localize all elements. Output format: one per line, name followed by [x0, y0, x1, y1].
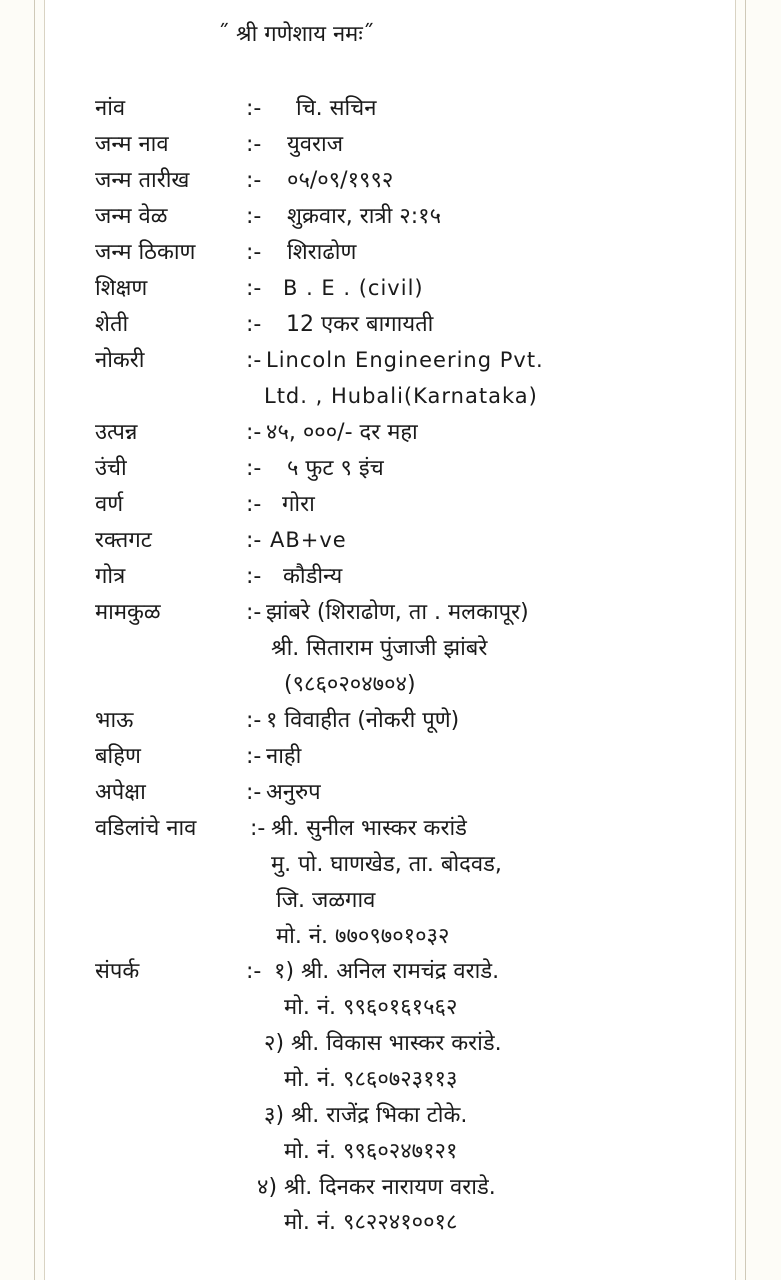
separator: :-	[246, 204, 262, 229]
separator: :-	[246, 276, 262, 301]
value-farming: 12 एकर बागायती	[286, 312, 434, 337]
separator: :-	[246, 959, 262, 984]
label-farming: शेती	[95, 312, 129, 337]
separator: :-	[246, 564, 262, 589]
value-brother: १ विवाहीत (नोकरी पूणे)	[266, 708, 460, 733]
value-gotra: कौडीन्य	[283, 564, 343, 589]
label-birth-date: जन्म तारीख	[95, 168, 190, 193]
value-sister: नाही	[266, 744, 302, 769]
label-brother: भाऊ	[95, 708, 134, 733]
value-education: B . E . (civil)	[283, 276, 424, 300]
separator: :-	[246, 312, 262, 337]
label-complexion: वर्ण	[95, 492, 124, 517]
label-father-name: वडिलांचे नाव	[95, 816, 197, 841]
separator: :-	[246, 348, 262, 373]
label-height: उंची	[95, 456, 127, 481]
separator: :-	[246, 132, 262, 157]
label-income: उत्पन्न	[95, 420, 138, 445]
value-father-address: मु. पो. घाणखेड, ता. बोदवड,	[271, 852, 502, 877]
separator: :-	[250, 816, 266, 841]
value-expectation: अनुरुप	[266, 780, 321, 805]
label-birth-name: जन्म नाव	[95, 132, 169, 157]
page-border-right-inner	[735, 0, 736, 1280]
value-complexion: गोरा	[282, 492, 315, 517]
label-education: शिक्षण	[95, 276, 148, 301]
value-maternal-phone: (९८६०२०४७०४)	[284, 672, 416, 697]
separator: :-	[246, 240, 262, 265]
separator: :-	[246, 492, 262, 517]
page-border-left-outer	[34, 0, 35, 1280]
page-title: ˝ श्री गणेशाय नमः˝	[218, 22, 374, 47]
value-father-district: जि. जळगाव	[276, 888, 376, 913]
separator: :-	[246, 456, 262, 481]
separator: :-	[246, 528, 262, 553]
value-height: ५ फुट ९ इंच	[287, 456, 384, 481]
value-father-name: श्री. सुनील भास्कर करांडे	[271, 816, 467, 841]
page-border-right-outer	[745, 0, 746, 1280]
contact-entry-phone: मो. नं. ९८२२४१००१८	[284, 1210, 458, 1235]
value-job-line1: Lincoln Engineering Pvt.	[266, 348, 544, 372]
separator: :-	[246, 420, 262, 445]
separator: :-	[246, 708, 262, 733]
separator: :-	[246, 744, 262, 769]
label-sister: बहिण	[95, 744, 141, 769]
value-job-line2: Ltd. , Hubali(Karnataka)	[264, 384, 538, 408]
contact-entry-name: ४) श्री. दिनकर नारायण वराडे.	[257, 1175, 496, 1200]
separator: :-	[246, 780, 262, 805]
value-blood-group: AB+ve	[270, 528, 347, 552]
label-job: नोकरी	[95, 348, 145, 373]
value-name: चि. सचिन	[296, 96, 377, 121]
contact-entry-name: १) श्री. अनिल रामचंद्र वराडे.	[274, 959, 500, 984]
label-name: नांव	[95, 96, 126, 121]
contact-entry-phone: मो. नं. ९८६०७२३११३	[284, 1067, 458, 1092]
separator: :-	[246, 96, 262, 121]
label-contact: संपर्क	[95, 959, 140, 984]
label-expectation: अपेक्षा	[95, 780, 146, 805]
label-maternal-family: मामकुळ	[95, 600, 161, 625]
value-birth-time: शुक्रवार, रात्री २:१५	[287, 204, 442, 229]
value-birth-name: युवराज	[287, 132, 344, 157]
value-maternal-uncle: श्री. सिताराम पुंजाजी झांबरे	[271, 636, 488, 661]
contact-entry-phone: मो. नं. ९९६०१६१५६२	[284, 995, 458, 1020]
value-maternal-family: झांबरे (शिराढोण, ता . मलकापूर)	[266, 600, 529, 625]
label-birth-time: जन्म वेळ	[95, 204, 168, 229]
label-gotra: गोत्र	[95, 564, 126, 589]
separator: :-	[246, 168, 262, 193]
contact-entry-name: २) श्री. विकास भास्कर करांडे.	[264, 1031, 502, 1056]
contact-entry-name: ३) श्री. राजेंद्र भिका टोके.	[264, 1103, 468, 1128]
value-birth-place: शिराढोण	[287, 240, 357, 265]
separator: :-	[246, 600, 262, 625]
label-birth-place: जन्म ठिकाण	[95, 240, 196, 265]
value-income: ४५, ०००/- दर महा	[266, 420, 418, 445]
value-father-phone: मो. नं. ७७०९७०१०३२	[276, 924, 450, 949]
value-birth-date: ०५/०९/१९९२	[287, 168, 394, 193]
contact-entry-phone: मो. नं. ९९६०२४७१२१	[284, 1139, 458, 1164]
label-blood-group: रक्तगट	[95, 528, 152, 553]
